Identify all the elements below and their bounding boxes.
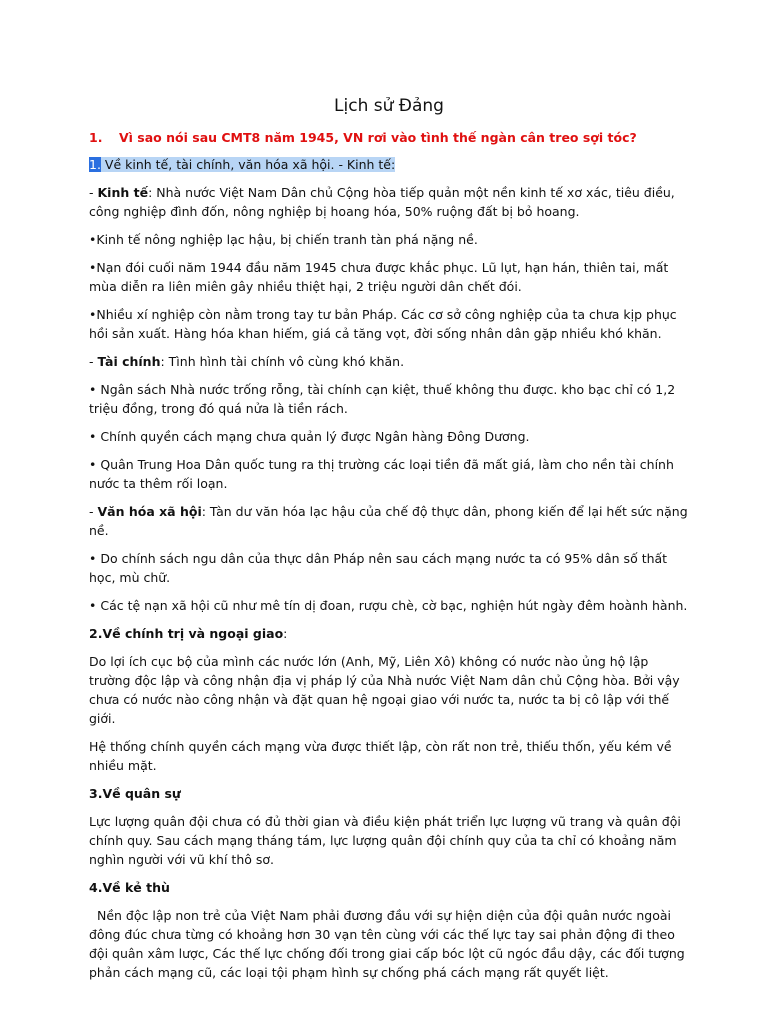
economy-bullet: •Nhiều xí nghiệp còn nằm trong tay tư bản Pháp. Các cơ sở công nghiệp của ta chưa kịp phục hồi sản xuất. Hàng hóa khan hiếm, giá cả tăng vọt, đời sống nhân dân gặp nhiều khó khăn. (89, 307, 677, 341)
enemy-paragraph: Nền độc lập non trẻ của Việt Nam phải đương đầu với sự hiện diện của đội quân nước ngoài đông đúc chưa từng có khoảng hơn 30 vạn tên cùng với các thế lực tay sai phản động đi theo đội quân xâm lược, Các thế lực chống đối trong giai cấp bóc lột cũ ngóc đầu dậy, các đối tượng phản cách mạng cũ, các loại tội phạm hình sự chống phá cách mạng rất quyết liệt. (89, 908, 685, 980)
selected-text-line[interactable] (89, 155, 689, 174)
finance-bullet: • Quân Trung Hoa Dân quốc tung ra thị trường các loại tiền đã mất giá, làm cho nền tài chính nước ta thêm rối loạn. (89, 457, 674, 491)
culture-text: : Tàn dư văn hóa lạc hậu của chế độ thực dân, phong kiến để lại hết sức nặng nề. (89, 504, 688, 538)
economy-bullet: •Kinh tế nông nghiệp lạc hậu, bị chiến tranh tàn phá nặng nề. (89, 232, 478, 247)
finance-paragraph (89, 352, 689, 371)
page-title: Lịch sử Đảng (334, 96, 444, 116)
culture-paragraph (89, 502, 689, 540)
enemy-heading (89, 878, 689, 897)
politics-heading-colon: : (283, 626, 288, 641)
question-number: 1. (89, 130, 103, 145)
culture-bullet: • Các tệ nạn xã hội cũ như mê tín dị đoan, rượu chè, cờ bạc, nghiện hút ngày đêm hoành hành. (89, 598, 688, 613)
politics-paragraph: Hệ thống chính quyền cách mạng vừa được thiết lập, còn rất non trẻ, thiếu thốn, yếu kém về nhiều mặt. (89, 739, 672, 773)
economy-dash: - (89, 185, 98, 200)
finance-bullet: • Chính quyền cách mạng chưa quản lý được Ngân hàng Đông Dương. (89, 429, 530, 444)
economy-text: : Nhà nước Việt Nam Dân chủ Cộng hòa tiếp quản một nền kinh tế xơ xác, tiêu điều, công nghiệp đình đốn, nông nghiệp bị hoang hóa, 50% ruộng đất bị bỏ hoang. (89, 185, 675, 219)
culture-bullet: • Do chính sách ngu dân của thực dân Pháp nên sau cách mạng nước ta có 95% dân số thất học, mù chữ. (89, 551, 668, 585)
culture-label: Văn hóa xã hội (97, 504, 202, 519)
finance-label: Tài chính (97, 354, 161, 369)
culture-dash: - (89, 504, 98, 519)
finance-bullet: • Ngân sách Nhà nước trống rỗng, tài chính cạn kiệt, thuế không thu được. kho bạc chỉ có 1,2 triệu đồng, trong đó quá nửa là tiền rách. (89, 382, 676, 416)
military-heading-text: 3.Về quân sự (89, 786, 181, 801)
question-text: Vì sao nói sau CMT8 năm 1945, VN rơi vào tình thế ngàn cân treo sợi tóc? (119, 130, 637, 145)
politics-paragraph: Do lợi ích cục bộ của mình các nước lớn (Anh, Mỹ, Liên Xô) không có nước nào ủng hộ lập trường độc lập và công nhận địa vị pháp lý của Nhà nước Việt Nam dân chủ Cộng hòa. Bởi vậy chưa có nước nào công nhận và đặt quan hệ ngoại giao với nước ta, nước ta bị cô lập với thế giới. (89, 654, 680, 726)
selected-text: Về kinh tế, tài chính, văn hóa xã hội. - Kinh tế: (100, 157, 396, 172)
finance-text: : Tình hình tài chính vô cùng khó khăn. (160, 354, 405, 369)
politics-heading-text: 2.Về chính trị và ngoại giao (89, 626, 284, 641)
economy-bullet: •Nạn đói cuối năm 1944 đầu năm 1945 chưa được khắc phục. Lũ lụt, hạn hán, thiên tai, mất mùa diễn ra liên miên gây nhiều thiệt hại, 2 triệu người dân chết đói. (89, 260, 669, 294)
economy-paragraph (89, 183, 689, 221)
selected-number: 1. (89, 157, 101, 172)
document-body (89, 95, 689, 991)
military-paragraph: Lực lượng quân đội chưa có đủ thời gian và điều kiện phát triển lực lượng vũ trang và quân đội chính quy. Sau cách mạng tháng tám, lực lượng quân đội chính quy của ta chỉ có khoảng năm nghìn người với vũ khí thô sơ. (89, 814, 681, 867)
question-heading (89, 128, 689, 147)
politics-heading (89, 624, 689, 643)
enemy-heading-text: 4.Về kẻ thù (89, 880, 170, 895)
economy-label: Kinh tế (97, 185, 149, 200)
finance-dash: - (89, 354, 98, 369)
military-heading (89, 784, 689, 803)
